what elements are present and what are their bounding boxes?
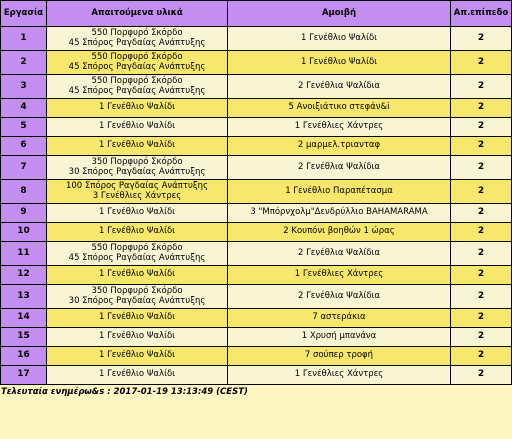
materials-cell [47,156,228,180]
table-row [1,366,512,385]
table-row [1,347,512,366]
material-line: 1 Γενέθλιο Ψαλίδι [98,102,176,113]
level-cell: 2 [451,99,512,118]
material-line: 550 Πορφυρό Σκόρδο [91,52,183,63]
material-line: 350 Πορφυρό Σκόρδο [91,157,183,168]
reward-cell: 7 αστεράκια [228,309,451,328]
materials-cell [47,242,228,266]
reward-cell: 7 σούπερ τροφή [228,347,451,366]
level-cell: 2 [451,156,512,180]
task-number: 15 [1,328,47,347]
header-materials: Απαιτούμενα υλικά [47,1,228,27]
level-cell: 2 [451,137,512,156]
material-line: 100 Σπόρος Ραγδαίας Ανάπτυξης [65,181,209,192]
material-line: 1 Γενέθλιο Ψαλίδι [98,312,176,323]
material-line: 30 Σπόρος Ραγδαίας Ανάπτυξης [68,295,206,306]
task-number: 12 [1,266,47,285]
task-number: 6 [1,137,47,156]
materials-cell [47,75,228,99]
level-cell: 2 [451,242,512,266]
table-row [1,51,512,75]
reward-cell: 1 Χρυσή μπανάνα [228,328,451,347]
materials-cell [47,118,228,137]
material-line: 1 Γενέθλιο Ψαλίδι [98,140,176,151]
reward-cell: 3 "Μπόρνχολμ"Δενδρύλλιο BAHAMARAMA [228,204,451,223]
reward-cell: 1 Γενέθλιο Ψαλίδι [228,51,451,75]
materials-cell [47,223,228,242]
table-row [1,99,512,118]
reward-cell: 1 Γενέθλιες Χάντρες [228,366,451,385]
table-body [1,27,512,385]
table-row [1,309,512,328]
header-reward: Αμοιβή [228,1,451,27]
materials-cell [47,285,228,309]
material-line: 1 Γενέθλιο Ψαλίδι [98,369,176,380]
materials-cell [47,180,228,204]
material-line: 1 Γενέθλιο Ψαλίδι [98,331,176,342]
material-line: 45 Σπόρος Ραγδαίας Ανάπτυξης [68,85,206,96]
table-row [1,75,512,99]
material-line: 1 Γενέθλιο Ψαλίδι [98,350,176,361]
last-update-footer: Τελευταία ενημέρω&s : 2017-01-19 13:13:49 (CEST) [1,387,248,397]
materials-cell [47,137,228,156]
table-row [1,285,512,309]
reward-cell: 2 Κουπόνι βοηθών 1 ώρας [228,223,451,242]
level-cell: 2 [451,75,512,99]
level-cell: 2 [451,118,512,137]
material-line: 1 Γενέθλιο Ψαλίδι [98,207,176,218]
reward-cell: 2 μαρμελ.τριανταφ [228,137,451,156]
task-number: 5 [1,118,47,137]
material-line: 550 Πορφυρό Σκόρδο [91,76,183,87]
material-line: 45 Σπόρος Ραγδαίας Ανάπτυξης [68,61,206,72]
table-row [1,180,512,204]
material-line: 350 Πορφυρό Σκόρδο [91,286,183,297]
task-number: 9 [1,204,47,223]
reward-cell: 2 Γενέθλια Ψαλίδια [228,156,451,180]
materials-cell [47,366,228,385]
reward-cell: 1 Γενέθλιες Χάντρες [228,266,451,285]
reward-cell: 1 Γενέθλιο Ψαλίδι [228,27,451,51]
table-row [1,137,512,156]
task-number: 4 [1,99,47,118]
material-line: 30 Σπόρος Ραγδαίας Ανάπτυξης [68,166,206,177]
level-cell: 2 [451,266,512,285]
task-number: 11 [1,242,47,266]
table-row [1,242,512,266]
reward-cell: 1 Γενέθλιες Χάντρες [228,118,451,137]
level-cell: 2 [451,366,512,385]
materials-cell [47,347,228,366]
level-cell: 2 [451,51,512,75]
table-row [1,118,512,137]
reward-cell: 2 Γενέθλια Ψαλίδια [228,242,451,266]
material-line: 550 Πορφυρό Σκόρδο [91,28,183,39]
level-cell: 2 [451,204,512,223]
level-cell: 2 [451,309,512,328]
material-line: 45 Σπόρος Ραγδαίας Ανάπτυξης [68,37,206,48]
reward-cell: 2 Γενέθλια Ψαλίδια [228,75,451,99]
materials-cell [47,27,228,51]
task-number: 2 [1,51,47,75]
table-row [1,223,512,242]
header-task: Εργασία [1,1,47,27]
materials-cell [47,309,228,328]
table-header-row [1,1,512,27]
task-number: 16 [1,347,47,366]
materials-cell [47,99,228,118]
level-cell: 2 [451,223,512,242]
materials-cell [47,51,228,75]
task-number: 3 [1,75,47,99]
materials-cell [47,204,228,223]
task-number: 17 [1,366,47,385]
level-cell: 2 [451,285,512,309]
reward-cell: 5 Ανοιξιάτικο στεφάν&i [228,99,451,118]
material-line: 3 Γενέθλιες Χάντρες [92,190,182,201]
material-line: 1 Γενέθλιο Ψαλίδι [98,226,176,237]
reward-cell: 1 Γενέθλιο Παραπέτασμα [228,180,451,204]
task-number: 1 [1,27,47,51]
level-cell: 2 [451,347,512,366]
table-row [1,266,512,285]
task-number: 8 [1,180,47,204]
material-line: 550 Πορφυρό Σκόρδο [91,243,183,254]
table-row [1,27,512,51]
table-row [1,328,512,347]
task-number: 14 [1,309,47,328]
task-number: 10 [1,223,47,242]
level-cell: 2 [451,27,512,51]
materials-cell [47,266,228,285]
task-number: 13 [1,285,47,309]
task-number: 7 [1,156,47,180]
level-cell: 2 [451,180,512,204]
material-line: 45 Σπόρος Ραγδαίας Ανάπτυξης [68,252,206,263]
table-row [1,204,512,223]
table-row [1,156,512,180]
material-line: 1 Γενέθλιο Ψαλίδι [98,121,176,132]
level-cell: 2 [451,328,512,347]
material-line: 1 Γενέθλιο Ψαλίδι [98,269,176,280]
reward-cell: 2 Γενέθλια Ψαλίδια [228,285,451,309]
header-level: Απ.επίπεδο [451,1,512,27]
materials-cell [47,328,228,347]
